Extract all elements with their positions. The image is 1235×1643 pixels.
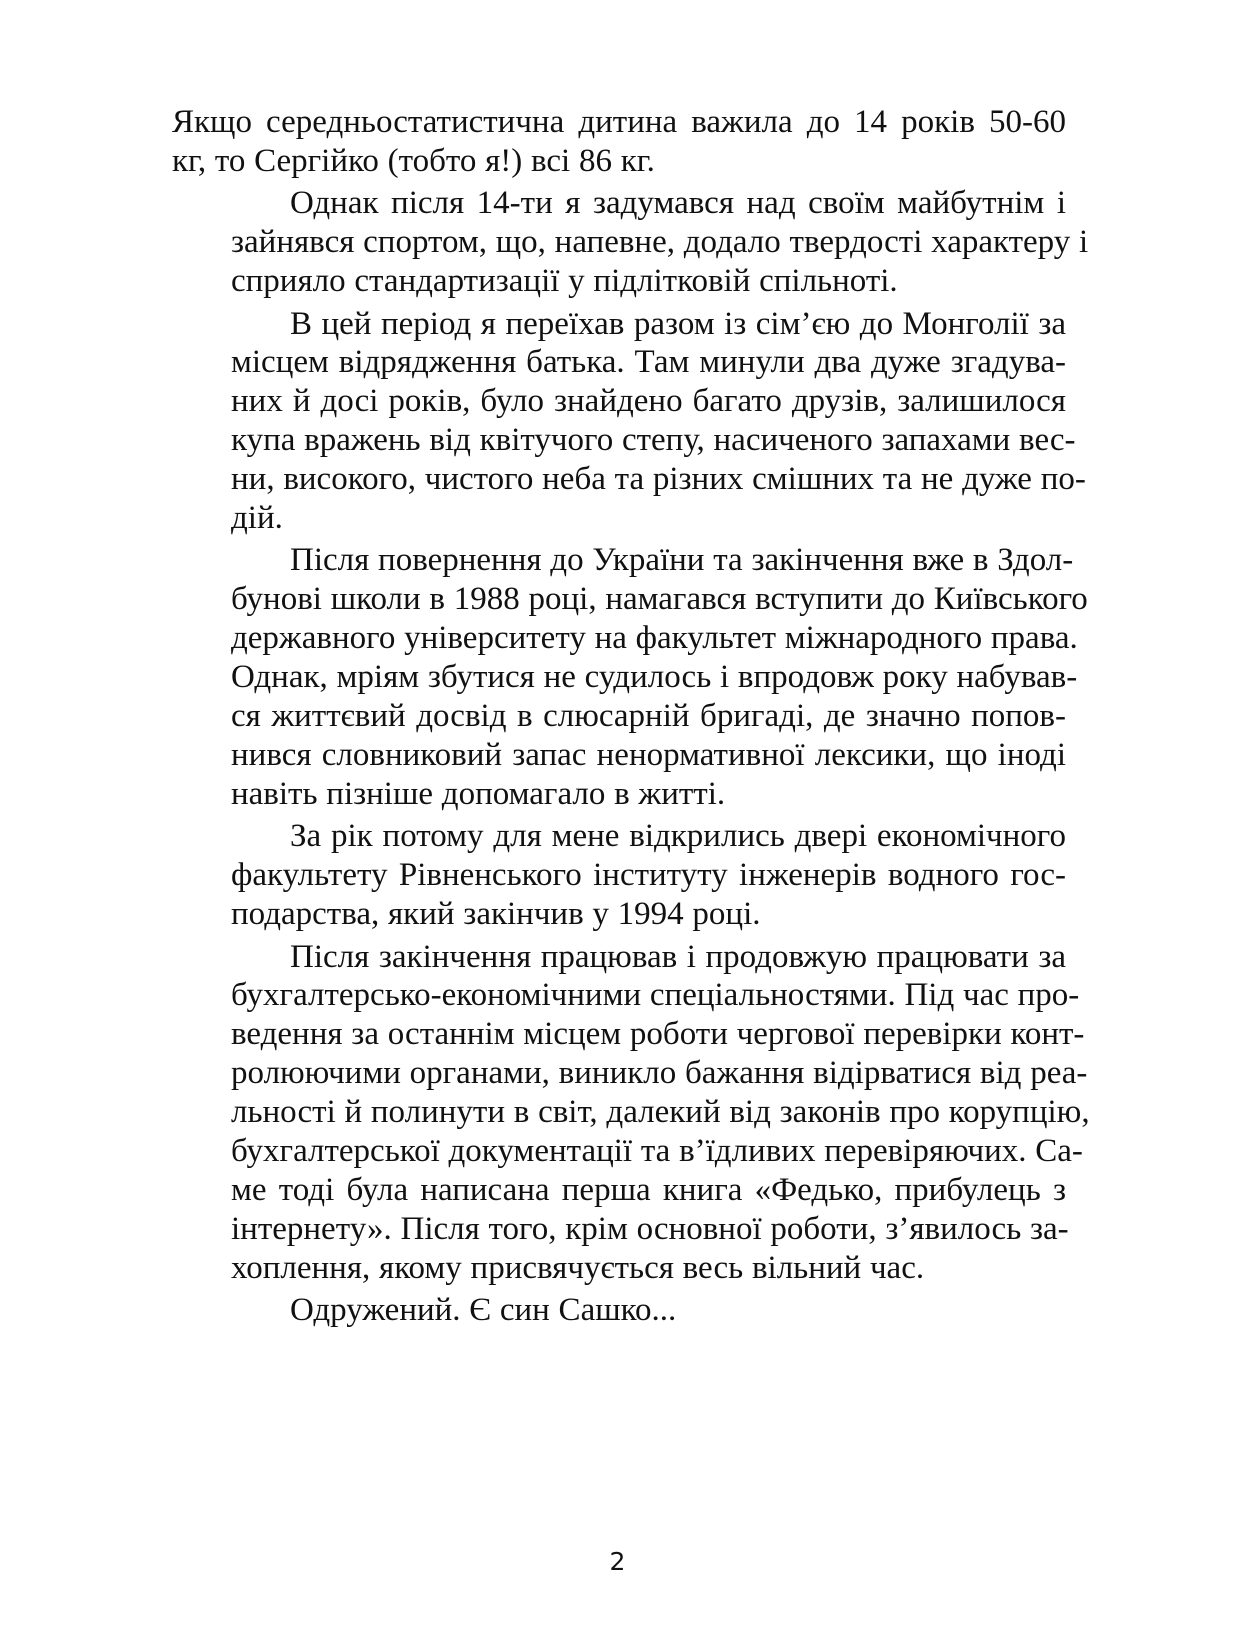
paragraph-3 — [172, 305, 1086, 538]
text-line: бухгалтерсько-економічними спеціальностями. Під час про- — [231, 977, 1080, 1014]
text-line: Після закінчення працював і продовжую працювати за — [290, 938, 1066, 975]
text-line: В цей період я переїхав разом із сім’єю до Монголії за — [290, 305, 1066, 342]
body-text — [172, 103, 1090, 1330]
text-line: ни, високого, чистого неба та різних смішних та не дуже по- — [231, 461, 1086, 498]
text-line: навіть пізніше допомагало в житті. — [231, 775, 726, 812]
text-line: льності й полинути в світ, далекий від законів про корупцію, — [231, 1094, 1090, 1131]
text-line: ведення за останнім місцем роботи чергової перевірки конт- — [231, 1016, 1085, 1053]
text-line: купа вражень від квітучого степу, насиченого запахами вес- — [231, 422, 1076, 459]
text-line: факультету Рівненського інституту інженерів водного гос- — [231, 857, 1066, 894]
text-line: державного університету на факультет міжнародного права. — [231, 620, 1078, 657]
text-line: них й досі років, було знайдено багато друзів, залишилося — [231, 383, 1066, 420]
text-line: ся життєвий досвід в слюсарній бригаді, де значно попов- — [231, 698, 1066, 735]
text-line: місцем відрядження батька. Там минули два дуже згадува- — [231, 344, 1066, 381]
paragraph-6 — [172, 938, 1090, 1288]
text-line: зайнявся спортом, що, напевне, додало твердості характеру і — [231, 224, 1089, 261]
paragraph-4 — [172, 541, 1088, 813]
text-line: Однак після 14-ти я задумався над своїм майбутнім і — [290, 185, 1066, 222]
text-line: бунові школи в 1988 році, намагався вступити до Київського — [231, 581, 1088, 618]
text-line: сприяло стандартизації у підлітковій спільноті. — [231, 263, 898, 300]
text-line: хоплення, якому присвячується весь вільний час. — [231, 1249, 925, 1286]
text-line: Якщо середньостатистична дитина важила до 14 років 50-60 — [172, 104, 1066, 140]
paragraph-7 — [172, 1291, 1066, 1330]
text-line: інтернету». Після того, крім основної роботи, з’явилось за- — [231, 1210, 1069, 1247]
text-line: подарства, який закінчив у 1994 році. — [231, 896, 761, 933]
paragraph-5 — [172, 817, 1066, 934]
text-line: ролюючими органами, виникло бажання відірватися від реа- — [231, 1055, 1088, 1092]
paragraph-1 — [172, 103, 1066, 181]
text-line: бухгалтерської документації та в’їдливих перевіряючих. Са- — [231, 1133, 1083, 1170]
text-line: Одружений. Є син Сашко... — [290, 1292, 677, 1329]
page-number: 2 — [609, 1547, 626, 1576]
text-line: кг, то Сергійко (тобто я!) всі 86 кг. — [172, 142, 655, 179]
text-line: ме тоді була написана перша книга «Федько, прибулець з — [231, 1171, 1066, 1208]
text-line: За рік потому для мене відкрились двері економічного — [290, 818, 1066, 855]
text-line: дій. — [231, 500, 283, 537]
text-line: Однак, мріям збутися не судилось і впродовж року набував- — [231, 659, 1078, 696]
text-line: Після повернення до України та закінчення вже в Здол- — [290, 542, 1074, 579]
text-line: нився словниковий запас ненормативної лексики, що іноді — [231, 737, 1066, 773]
paragraph-2 — [172, 184, 1089, 301]
